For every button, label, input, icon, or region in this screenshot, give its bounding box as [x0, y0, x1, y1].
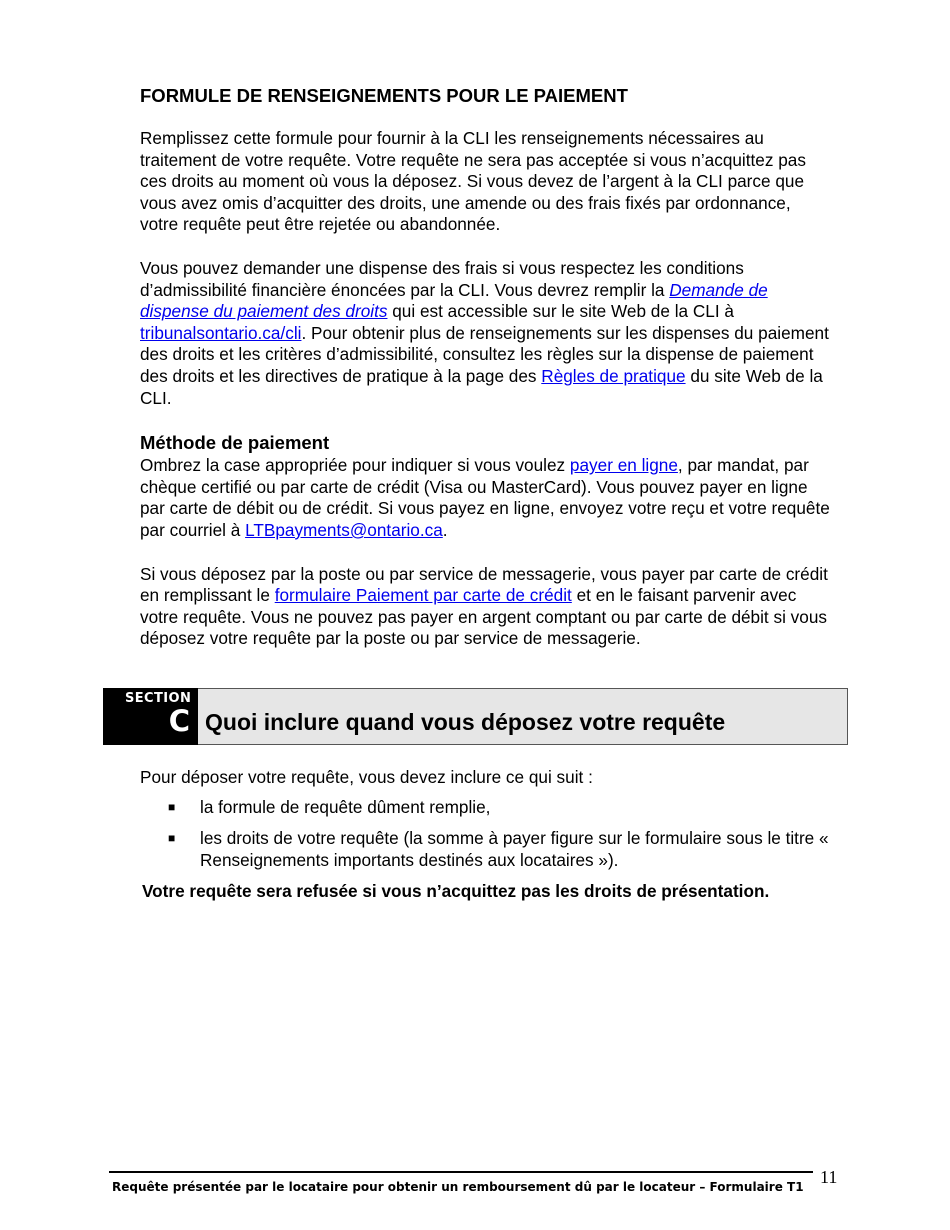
payment-method-paragraph: [140, 455, 830, 541]
text-span: . Pour obtenir plus de renseignements sur les dispenses du paiement des droits et les critères d’admissibilité, consultez les règles sur la dispense de paiement des droits et les directives de pratique à la page des: [140, 322, 829, 386]
bullet-icon: ■: [168, 831, 176, 846]
section-c-header: [103, 688, 848, 745]
section-label: SECTION: [125, 691, 192, 706]
text-span: qui est accessible sur le site Web de la CLI à: [387, 301, 734, 322]
page-heading: FORMULE DE RENSEIGNEMENTS POUR LE PAIEMENT: [140, 85, 628, 106]
list-item-text: la formule de requête dûment remplie,: [200, 796, 491, 817]
credit-card-form-link[interactable]: formulaire Paiement par carte de crédit: [274, 585, 572, 606]
refusal-warning: Votre requête sera refusée si vous n’acquittez pas les droits de présentation.: [142, 881, 770, 902]
include-list: [140, 797, 840, 872]
text-span: .: [442, 519, 448, 540]
mail-payment-paragraph: [140, 564, 830, 650]
list-item: [140, 797, 840, 819]
include-intro: Pour déposer votre requête, vous devez inclure ce qui suit :: [140, 767, 593, 787]
footer-divider: [109, 1171, 813, 1173]
fee-waiver-paragraph: [140, 258, 830, 409]
text-span: et en le faisant parvenir avec votre requête. Vous ne pouvez pas payer en argent comptant ou par carte de débit si vous déposez votre requête par la poste ou par service de messagerie.: [140, 585, 827, 649]
pay-online-link[interactable]: payer en ligne: [569, 455, 678, 476]
page-number: 11: [820, 1167, 838, 1187]
text-span: du site Web de la CLI.: [140, 365, 823, 408]
fee-waiver-link[interactable]: Demande de dispense du paiement des droits: [140, 279, 768, 322]
text-span: Vous pouvez demander une dispense des frais si vous respectez les conditions d’admissibilité financière énoncées par la CLI. Vous devrez remplir la: [140, 257, 744, 300]
footer-form-title: Requête présentée par le locataire pour obtenir un remboursement dû par le locateur – Formulaire T1: [112, 1180, 804, 1194]
ltb-payments-email-link[interactable]: LTBpayments@ontario.ca: [245, 519, 443, 540]
payment-info-block: [140, 84, 830, 650]
text-span: Si vous déposez par la poste ou par service de messagerie, vous payer par carte de crédit en remplissant le: [140, 563, 828, 606]
text-span: Ombrez la case appropriée pour indiquer si vous voulez: [140, 455, 570, 476]
section-letter: C: [168, 704, 190, 738]
what-to-include-block: [140, 767, 840, 903]
tribunals-ontario-link[interactable]: tribunalsontario.ca/cli: [140, 322, 302, 343]
intro-paragraph: Remplissez cette formule pour fournir à la CLI les renseignements nécessaires au traitement de votre requête. Votre requête ne sera pas acceptée si vous n’acquittez pas ces droits au moment où vous la déposez. Si vous devez de l’argent à la CLI parce que vous avez omis d’acquitter des droits, une amende ou des frais fixés par ordonnance, votre requête peut être rejetée ou abandonnée.: [140, 128, 806, 235]
list-item: [140, 828, 840, 871]
list-item-text: les droits de votre requête (la somme à payer figure sur le formulaire sous le titre « Renseignements importants destinés aux locataires »).: [200, 828, 829, 870]
section-title: Quoi inclure quand vous déposez votre requête: [205, 709, 726, 735]
text-span: , par mandat, par chèque certifié ou par carte de crédit (Visa ou MasterCard). Vous pouvez payer en ligne par carte de débit ou de crédit. Si vous payez en ligne, envoyez votre reçu et votre requête par courriel à: [140, 455, 830, 540]
payment-method-heading: Méthode de paiement: [140, 432, 330, 454]
rules-of-practice-link[interactable]: Règles de pratique: [541, 365, 686, 386]
section-tab: [103, 688, 198, 745]
bullet-icon: ■: [168, 799, 176, 814]
